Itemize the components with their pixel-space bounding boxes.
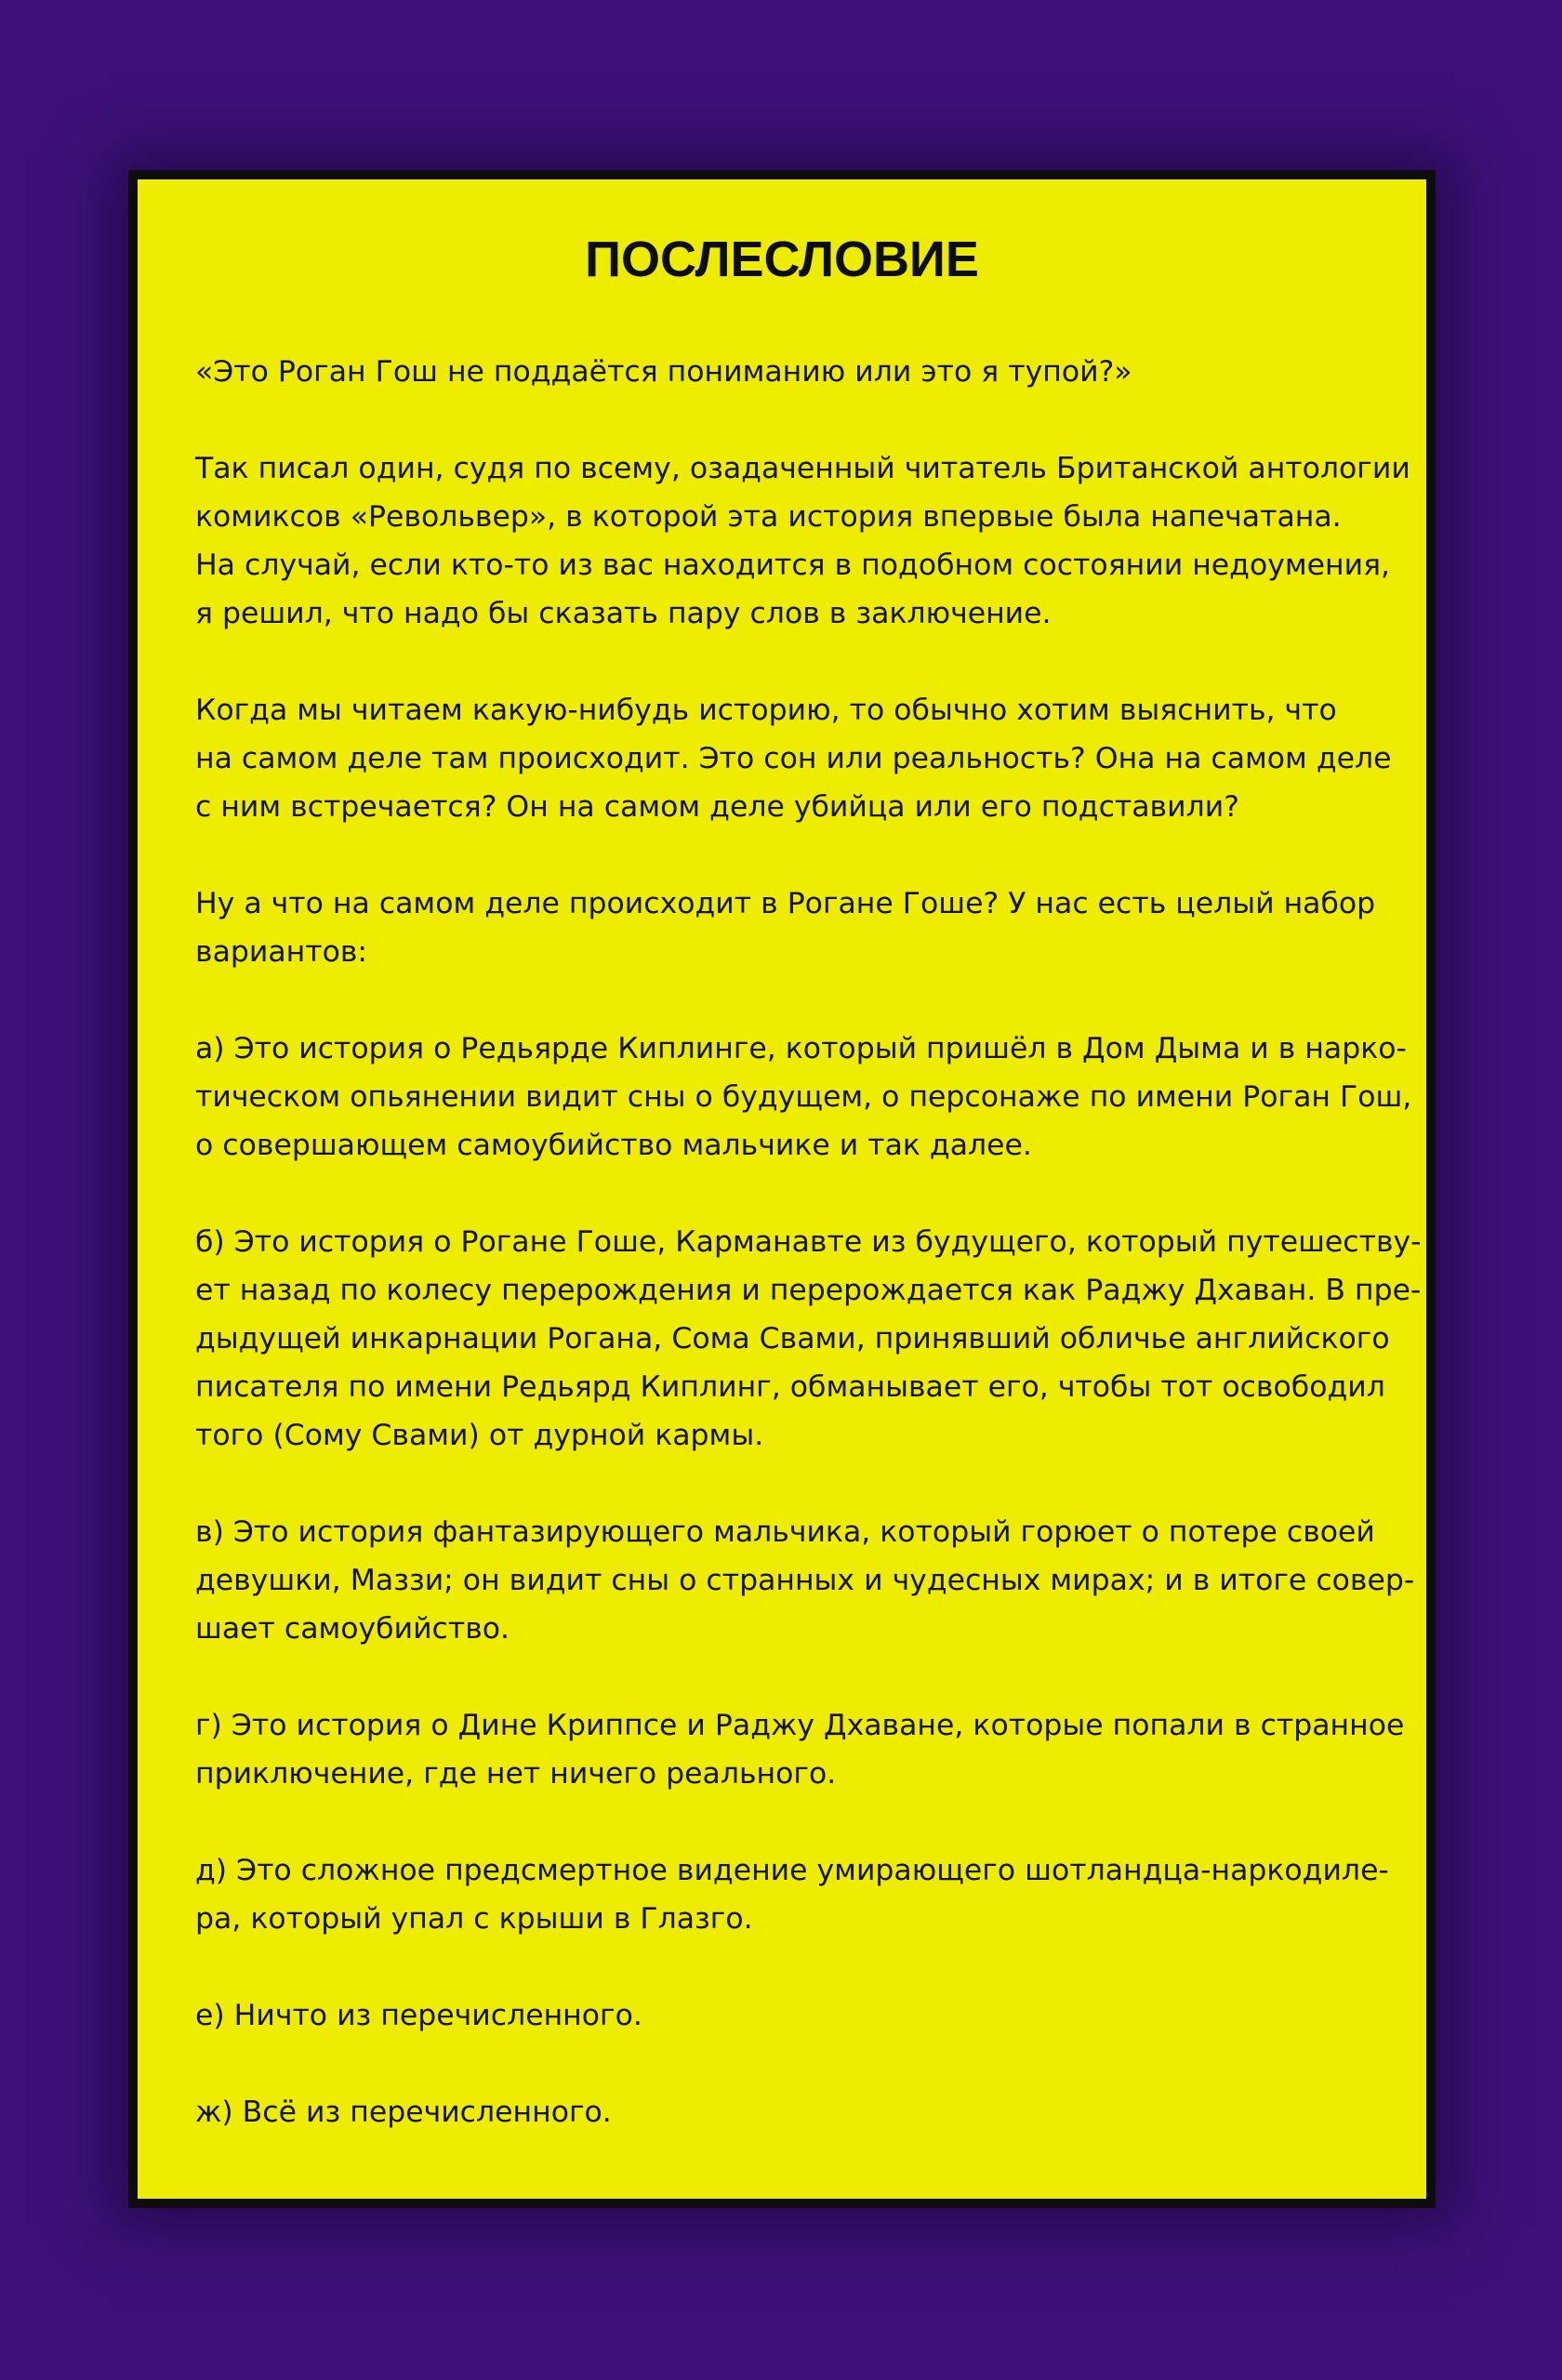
paragraph — [195, 1218, 1422, 1460]
paragraph — [195, 2088, 1404, 2136]
paragraph-line: приключение, где нет ничего реального. — [195, 1757, 837, 1791]
paragraph — [195, 1846, 1404, 1943]
paragraph-line: На случай, если кто-то из вас находится в подобном состоянии недоумения, — [195, 549, 1391, 582]
paragraph-line: в) Это история фантазирующего мальчика, который горюет о потере своей — [195, 1515, 1375, 1549]
paragraph-line: г) Это история о Дине Криппсе и Раджу Дхаване, которые попали в странное — [195, 1709, 1405, 1742]
paragraph-line: вариантов: — [195, 935, 368, 969]
paragraph — [195, 444, 1410, 638]
paragraph-line: Когда мы читаем какую-нибудь историю, то обычно хотим выяснить, что — [195, 694, 1337, 727]
afterword-body — [195, 348, 1422, 2185]
paragraph-line: комиксов «Револьвер», в которой эта история впервые была напечатана. — [195, 500, 1342, 534]
paragraph-line: я решил, что надо бы сказать пару слов в заключение. — [195, 597, 1052, 630]
paragraph — [195, 686, 1404, 831]
paragraph — [195, 1701, 1404, 1798]
paragraph-line: Ну а что на самом деле происходит в Рогане Гоше? У нас есть целый набор — [195, 887, 1376, 920]
paragraph-line: писателя по имени Редьярд Киплинг, обманывает его, чтобы тот освободил — [195, 1370, 1385, 1404]
paragraph-line: тическом опьянении видит сны о будущем, о персонаже по имени Роган Гош, — [195, 1080, 1412, 1114]
paragraph-line: б) Это история о Рогане Гоше, Карманавте из будущего, который путешеству- — [195, 1225, 1422, 1259]
paragraph-line: с ним встречается? Он на самом деле убийца или его подставили? — [195, 790, 1239, 824]
paragraph-line: на самом деле там происходит. Это сон или реальность? Она на самом деле — [195, 742, 1392, 775]
paragraph-line: ет назад по колесу перерождения и перерождается как Раджу Дхаван. В пре- — [195, 1274, 1422, 1307]
paragraph-line: дыдущей инкарнации Рогана, Сома Свами, принявший обличье английского — [195, 1322, 1390, 1355]
paragraph-line: д) Это сложное предсмертное видение умирающего шотландца-наркодиле- — [195, 1854, 1389, 1887]
paragraph-line: е) Ничто из перечисленного. — [195, 1999, 642, 2032]
paragraph-line: о совершающем самоубийство мальчике и так далее. — [195, 1129, 1032, 1162]
paragraph — [195, 1025, 1412, 1170]
paragraph-line: Так писал один, судя по всему, озадаченный читатель Британской антологии — [195, 452, 1410, 485]
paragraph — [195, 1508, 1415, 1653]
paragraph — [195, 1991, 1404, 2040]
paragraph-line: ж) Всё из перечисленного. — [195, 2096, 612, 2129]
paragraph — [195, 879, 1404, 976]
page-title: ПОСЛЕСЛОВИЕ — [585, 231, 979, 287]
afterword-panel — [128, 170, 1436, 2208]
paragraph-line: а) Это история о Редьярде Киплинге, который пришёл в Дом Дыма и в нарко- — [195, 1032, 1407, 1065]
paragraph-line: того (Сому Свами) от дурной кармы. — [195, 1419, 764, 1452]
paragraph-line: ра, который упал с крыши в Глазго. — [195, 1902, 753, 1936]
paragraph-line: шает самоубийство. — [195, 1612, 510, 1646]
paragraph-line: девушки, Маззи; он видит сны о странных и чудесных мирах; и в итоге совер- — [195, 1564, 1415, 1597]
paragraph — [195, 348, 1404, 396]
paragraph-line: «Это Роган Гош не поддаётся пониманию или это я тупой?» — [195, 355, 1132, 389]
